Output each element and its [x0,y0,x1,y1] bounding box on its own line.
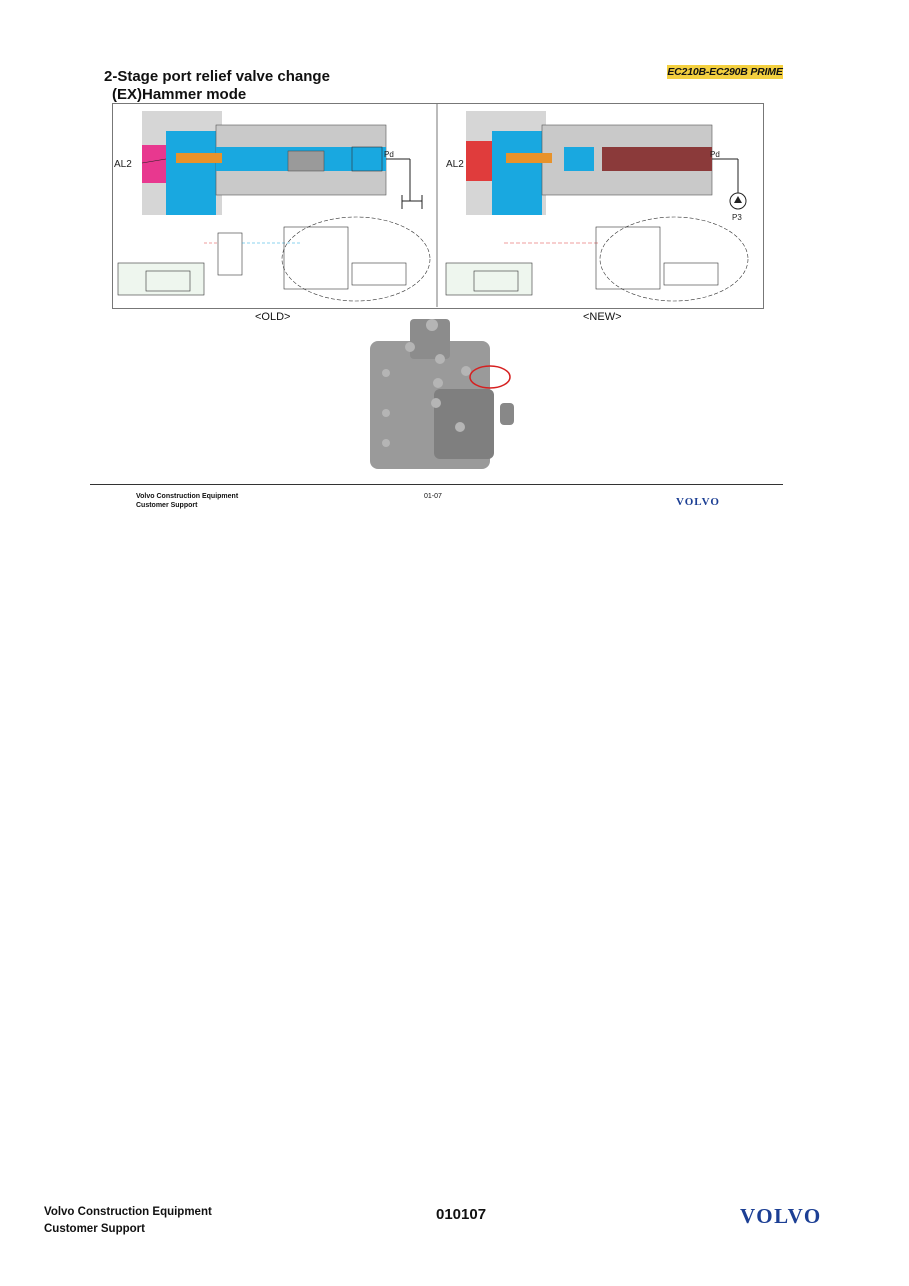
old-hydraulic-schematic [118,217,430,301]
footer-dept: Customer Support [44,1223,145,1235]
new-caption: <NEW> [583,311,622,323]
old-caption: <OLD> [255,311,291,323]
new-al2-label: AL2 [446,159,464,170]
old-pd-label: Pd [384,150,394,159]
small-footer-page: 01-07 [424,493,442,500]
page-subtitle: (EX)Hammer mode [112,86,247,103]
footer-company-block [44,1204,212,1238]
footer-company: Volvo Construction Equipment [44,1206,212,1218]
small-footer-company: Volvo Construction Equipment [136,493,239,500]
footer-rule [90,484,783,485]
old-al2-label: AL2 [114,159,132,170]
old-poppet [176,153,222,163]
new-piston [602,147,712,171]
new-valve-section [466,111,746,215]
model-badge: EC210B-EC290B PRIME [667,66,783,78]
small-footer-dept: Customer Support [136,502,198,509]
new-p3-label: P3 [732,213,742,222]
old-al2-port [142,145,166,183]
control-valve-photo [360,313,520,475]
small-volvo-logo: VOLVO [676,496,720,508]
valve-comparison-diagram [112,103,764,309]
new-pd-label: Pd [710,150,720,159]
old-valve-section [142,111,422,215]
footer-page-number: 010107 [436,1206,487,1223]
new-hydraulic-schematic [446,217,748,301]
new-al2-port [466,141,492,181]
volvo-logo: VOLVO [740,1204,822,1228]
page-title: 2-Stage port relief valve change [104,68,330,85]
